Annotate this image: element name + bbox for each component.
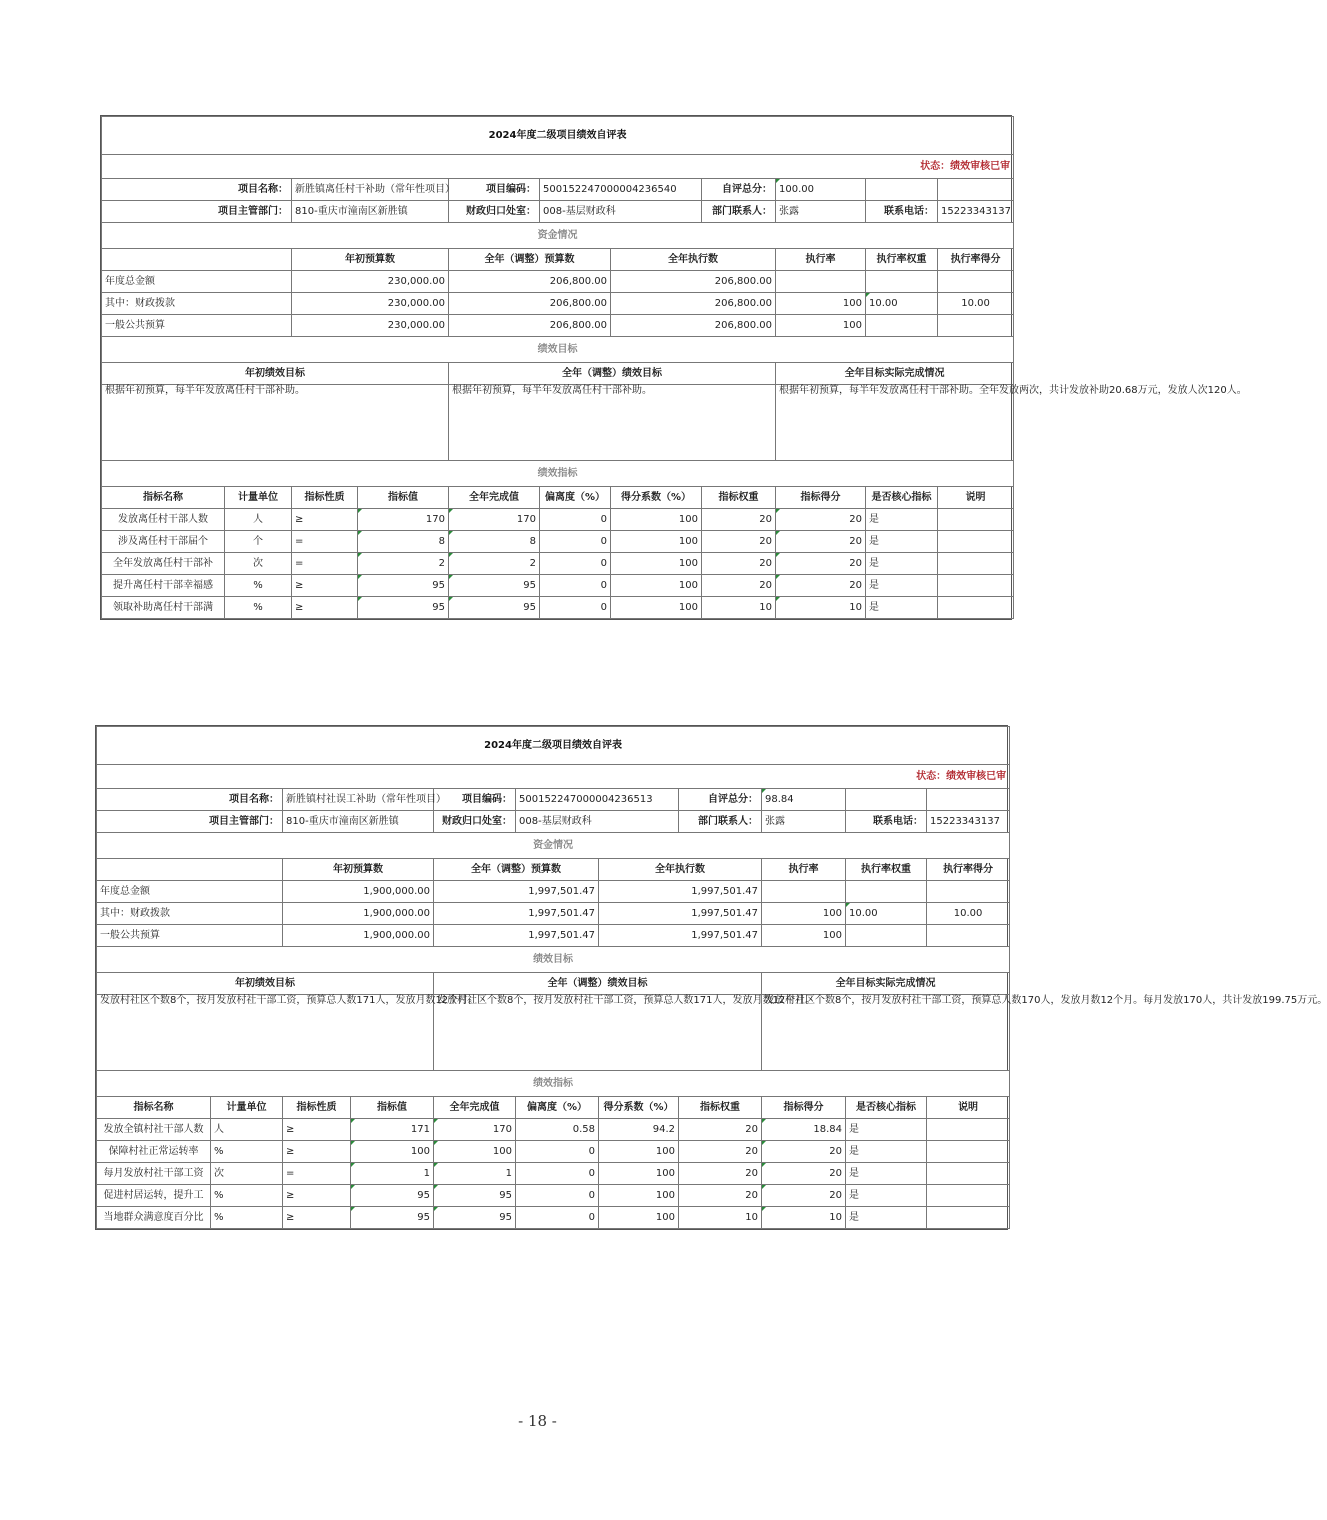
indicator-score: 18.84 [762, 1119, 846, 1141]
indicator-target: 1 [351, 1163, 434, 1185]
indicator-row [102, 575, 1014, 597]
indicator-unit: 人 [225, 509, 292, 531]
indicator-target: 8 [358, 531, 449, 553]
indicator-score: 10 [762, 1207, 846, 1229]
goal-initial: 根据年初预算，每半年发放离任村干部补助。 [102, 385, 449, 461]
fund-rate: 100 [762, 903, 846, 925]
indicator-deviation: 0 [540, 509, 611, 531]
indicator-actual: 95 [434, 1185, 516, 1207]
indicator-header: 指标得分 [776, 487, 866, 509]
phone-value: 15223343137 [927, 811, 1010, 833]
empty-cell [97, 859, 283, 881]
indicator-weight: 20 [679, 1119, 762, 1141]
fund-rate: 100 [776, 315, 866, 337]
fund-row-label: 年度总金额 [102, 271, 292, 293]
indicator-name: 保障村社正常运转率 [97, 1141, 211, 1163]
indicator-name: 领取补助离任村干部满 [102, 597, 225, 619]
indicator-core: 是 [866, 553, 938, 575]
indicator-row [102, 531, 1014, 553]
indicator-name: 全年发放离任村干部补 [102, 553, 225, 575]
empty-cell [866, 179, 938, 201]
indicator-deviation: 0 [540, 553, 611, 575]
indicator-deviation: 0 [540, 575, 611, 597]
indicator-coefficient: 100 [599, 1185, 679, 1207]
indicator-name: 涉及离任村干部届个 [102, 531, 225, 553]
indicator-weight: 10 [679, 1207, 762, 1229]
empty-cell [846, 789, 927, 811]
fund-row [97, 925, 1010, 947]
self-score-label: 自评总分： [702, 179, 776, 201]
indicator-note [938, 509, 1014, 531]
audit-status: 状态：绩效审核已审 [97, 765, 1010, 789]
indicator-header: 指标值 [358, 487, 449, 509]
finance-office-label: 财政归口处室： [434, 811, 516, 833]
indicator-section-title: 绩效指标 [97, 1071, 1010, 1097]
goal-header: 全年（调整）绩效目标 [449, 363, 776, 385]
indicator-coefficient: 100 [599, 1141, 679, 1163]
dept-label: 项目主管部门： [102, 201, 292, 223]
contact-label: 部门联系人： [679, 811, 762, 833]
indicator-core: 是 [866, 509, 938, 531]
indicator-actual: 170 [434, 1119, 516, 1141]
indicator-coefficient: 100 [599, 1163, 679, 1185]
indicator-row [102, 509, 1014, 531]
goal-section-title: 绩效目标 [97, 947, 1010, 973]
indicator-target: 2 [358, 553, 449, 575]
empty-cell [927, 789, 1010, 811]
indicator-nature: ≥ [283, 1185, 351, 1207]
indicator-deviation: 0 [540, 597, 611, 619]
fund-rate [762, 881, 846, 903]
indicator-row [97, 1119, 1010, 1141]
indicator-row [97, 1185, 1010, 1207]
dept-label: 项目主管部门： [97, 811, 283, 833]
indicator-score: 20 [762, 1163, 846, 1185]
fund-weight [866, 315, 938, 337]
indicator-header: 指标性质 [283, 1097, 351, 1119]
indicator-score: 20 [762, 1185, 846, 1207]
project-name-value: 新胜镇离任村干补助（常年性项目） [292, 179, 449, 201]
audit-status: 状态：绩效审核已审 [102, 155, 1014, 179]
indicator-coefficient: 100 [599, 1207, 679, 1229]
indicator-score: 20 [776, 575, 866, 597]
indicator-header: 指标名称 [102, 487, 225, 509]
indicator-unit: % [225, 575, 292, 597]
project-code-label: 项目编码： [434, 789, 516, 811]
table-title: 2024年度二级项目绩效自评表 [102, 117, 1014, 155]
fund-row [102, 293, 1014, 315]
self-score-label: 自评总分： [679, 789, 762, 811]
indicator-row [102, 553, 1014, 575]
indicator-coefficient: 100 [611, 509, 702, 531]
self-eval-table-2 [95, 725, 1327, 1230]
indicator-actual: 170 [449, 509, 540, 531]
indicator-unit: 人 [211, 1119, 283, 1141]
phone-value: 15223343137 [938, 201, 1014, 223]
self-score-value: 100.00 [776, 179, 866, 201]
indicator-header: 是否核心指标 [866, 487, 938, 509]
goal-header: 年初绩效目标 [97, 973, 434, 995]
indicator-unit: 次 [225, 553, 292, 575]
finance-office-value: 008-基层财政科 [540, 201, 702, 223]
indicator-deviation: 0 [516, 1163, 599, 1185]
indicator-core: 是 [866, 531, 938, 553]
fund-row-label: 其中：财政拨款 [102, 293, 292, 315]
indicator-nature: ≥ [283, 1141, 351, 1163]
indicator-name: 发放离任村干部人数 [102, 509, 225, 531]
indicator-nature: ≥ [283, 1207, 351, 1229]
fund-row-label: 其中：财政拨款 [97, 903, 283, 925]
indicator-header: 说明 [938, 487, 1014, 509]
project-name-value: 新胜镇村社误工补助（常年性项目） [283, 789, 434, 811]
indicator-deviation: 0 [540, 531, 611, 553]
indicator-header: 偏离度（%） [540, 487, 611, 509]
indicator-unit: 次 [211, 1163, 283, 1185]
indicator-unit: % [211, 1207, 283, 1229]
goal-header: 全年（调整）绩效目标 [434, 973, 762, 995]
indicator-note [927, 1163, 1010, 1185]
indicator-nature: = [292, 531, 358, 553]
indicator-name: 当地群众满意度百分比 [97, 1207, 211, 1229]
indicator-note [927, 1141, 1010, 1163]
indicator-note [927, 1185, 1010, 1207]
goal-actual: 根据年初预算，每半年发放离任村干部补助。全年发放两次，共计发放补助20.68万元，发放人次120人。 [776, 385, 1014, 461]
indicator-nature: ≥ [292, 597, 358, 619]
project-code-value: 500152247000004236540 [540, 179, 702, 201]
fund-initial: 1,900,000.00 [283, 903, 434, 925]
contact-label: 部门联系人： [702, 201, 776, 223]
fund-executed: 1,997,501.47 [599, 881, 762, 903]
indicator-actual: 95 [434, 1207, 516, 1229]
indicator-header: 计量单位 [211, 1097, 283, 1119]
indicator-core: 是 [846, 1119, 927, 1141]
indicator-deviation: 0 [516, 1207, 599, 1229]
indicator-header: 说明 [927, 1097, 1010, 1119]
indicator-nature: = [292, 553, 358, 575]
indicator-deviation: 0 [516, 1185, 599, 1207]
indicator-section-title: 绩效指标 [102, 461, 1014, 487]
fund-row [102, 271, 1014, 293]
indicator-actual: 100 [434, 1141, 516, 1163]
indicator-core: 是 [846, 1163, 927, 1185]
indicator-core: 是 [846, 1207, 927, 1229]
indicator-target: 95 [358, 575, 449, 597]
fund-row-label: 年度总金额 [97, 881, 283, 903]
indicator-target: 95 [351, 1185, 434, 1207]
indicator-note [927, 1207, 1010, 1229]
fund-initial: 230,000.00 [292, 271, 449, 293]
indicator-actual: 1 [434, 1163, 516, 1185]
fund-adjusted: 206,800.00 [449, 271, 611, 293]
indicator-target: 170 [358, 509, 449, 531]
indicator-score: 10 [776, 597, 866, 619]
fund-weight: 10.00 [866, 293, 938, 315]
project-name-label: 项目名称： [102, 179, 292, 201]
fund-executed: 206,800.00 [611, 293, 776, 315]
dept-value: 810-重庆市潼南区新胜镇 [283, 811, 434, 833]
indicator-score: 20 [776, 531, 866, 553]
goal-header: 年初绩效目标 [102, 363, 449, 385]
indicator-coefficient: 100 [611, 553, 702, 575]
fund-executed: 206,800.00 [611, 271, 776, 293]
indicator-coefficient: 100 [611, 597, 702, 619]
indicator-header: 指标性质 [292, 487, 358, 509]
empty-cell [102, 249, 292, 271]
self-eval-table-1 [100, 115, 1247, 620]
fund-header: 执行率 [776, 249, 866, 271]
goal-header: 全年目标实际完成情况 [762, 973, 1010, 995]
indicator-unit: % [211, 1141, 283, 1163]
indicator-core: 是 [846, 1141, 927, 1163]
goal-initial: 发放村社区个数8个，按月发放村社干部工资，预算总人数171人，发放月数12个月。 [97, 995, 434, 1071]
fund-score: 10.00 [938, 293, 1014, 315]
fund-score [927, 881, 1010, 903]
indicator-deviation: 0 [516, 1141, 599, 1163]
indicator-actual: 8 [449, 531, 540, 553]
indicator-name: 发放全镇村社干部人数 [97, 1119, 211, 1141]
indicator-weight: 20 [702, 575, 776, 597]
project-name-label: 项目名称： [97, 789, 283, 811]
indicator-coefficient: 100 [611, 531, 702, 553]
indicator-weight: 20 [679, 1185, 762, 1207]
indicator-row [97, 1163, 1010, 1185]
fund-initial: 1,900,000.00 [283, 881, 434, 903]
fund-weight [846, 881, 927, 903]
finance-office-label: 财政归口处室： [449, 201, 540, 223]
fund-header: 执行率得分 [927, 859, 1010, 881]
project-code-label: 项目编码： [449, 179, 540, 201]
fund-weight: 10.00 [846, 903, 927, 925]
indicator-coefficient: 94.2 [599, 1119, 679, 1141]
indicator-score: 20 [776, 509, 866, 531]
fund-executed: 1,997,501.47 [599, 925, 762, 947]
fund-header: 全年执行数 [599, 859, 762, 881]
indicator-header: 指标值 [351, 1097, 434, 1119]
indicator-unit: % [225, 597, 292, 619]
dept-value: 810-重庆市潼南区新胜镇 [292, 201, 449, 223]
goal-header: 全年目标实际完成情况 [776, 363, 1014, 385]
fund-score [938, 315, 1014, 337]
fund-header: 执行率得分 [938, 249, 1014, 271]
fund-rate [776, 271, 866, 293]
indicator-nature: ≥ [292, 575, 358, 597]
indicator-header: 是否核心指标 [846, 1097, 927, 1119]
indicator-score: 20 [776, 553, 866, 575]
indicator-core: 是 [866, 597, 938, 619]
page-number: - 18 - [518, 1412, 557, 1430]
fund-header: 执行率 [762, 859, 846, 881]
phone-label: 联系电话： [866, 201, 938, 223]
fund-row [102, 315, 1014, 337]
fund-row-label: 一般公共预算 [102, 315, 292, 337]
fund-section-title: 资金情况 [102, 223, 1014, 249]
indicator-target: 171 [351, 1119, 434, 1141]
fund-rate: 100 [762, 925, 846, 947]
indicator-actual: 2 [449, 553, 540, 575]
indicator-header: 偏离度（%） [516, 1097, 599, 1119]
indicator-header: 指标得分 [762, 1097, 846, 1119]
fund-row [97, 903, 1010, 925]
indicator-note [938, 531, 1014, 553]
fund-score: 10.00 [927, 903, 1010, 925]
contact-value: 张露 [762, 811, 846, 833]
indicator-note [927, 1119, 1010, 1141]
fund-weight [846, 925, 927, 947]
indicator-header: 指标权重 [702, 487, 776, 509]
indicator-target: 95 [358, 597, 449, 619]
goal-actual: 发放村社区个数8个，按月发放村社干部工资，预算总人数170人，发放月数12个月。每月发放170人，共计发放199.75万元。 [762, 995, 1010, 1071]
indicator-name: 促进村居运转，提升工 [97, 1185, 211, 1207]
fund-initial: 230,000.00 [292, 293, 449, 315]
indicator-header: 指标权重 [679, 1097, 762, 1119]
fund-adjusted: 1,997,501.47 [434, 925, 599, 947]
phone-label: 联系电话： [846, 811, 927, 833]
fund-header: 全年（调整）预算数 [449, 249, 611, 271]
indicator-nature: ≥ [283, 1119, 351, 1141]
goal-adjusted: 发放村社区个数8个，按月发放村社干部工资，预算总人数171人，发放月数12个月。 [434, 995, 762, 1071]
indicator-weight: 20 [702, 509, 776, 531]
fund-header: 执行率权重 [866, 249, 938, 271]
indicator-header: 得分系数（%） [611, 487, 702, 509]
indicator-deviation: 0.58 [516, 1119, 599, 1141]
indicator-target: 95 [351, 1207, 434, 1229]
fund-header: 年初预算数 [292, 249, 449, 271]
contact-value: 张露 [776, 201, 866, 223]
fund-header: 执行率权重 [846, 859, 927, 881]
indicator-header: 指标名称 [97, 1097, 211, 1119]
fund-weight [866, 271, 938, 293]
fund-executed: 206,800.00 [611, 315, 776, 337]
indicator-row [97, 1141, 1010, 1163]
indicator-weight: 10 [702, 597, 776, 619]
indicator-header: 全年完成值 [449, 487, 540, 509]
indicator-nature: ≥ [292, 509, 358, 531]
indicator-row [102, 597, 1014, 619]
indicator-nature: = [283, 1163, 351, 1185]
self-score-value: 98.84 [762, 789, 846, 811]
fund-rate: 100 [776, 293, 866, 315]
fund-adjusted: 206,800.00 [449, 315, 611, 337]
indicator-note [938, 597, 1014, 619]
project-code-value: 500152247000004236513 [516, 789, 679, 811]
fund-adjusted: 1,997,501.47 [434, 903, 599, 925]
goal-adjusted: 根据年初预算，每半年发放离任村干部补助。 [449, 385, 776, 461]
fund-executed: 1,997,501.47 [599, 903, 762, 925]
fund-header: 年初预算数 [283, 859, 434, 881]
indicator-core: 是 [866, 575, 938, 597]
indicator-header: 计量单位 [225, 487, 292, 509]
indicator-note [938, 575, 1014, 597]
indicator-name: 提升离任村干部幸福感 [102, 575, 225, 597]
indicator-row [97, 1207, 1010, 1229]
fund-adjusted: 206,800.00 [449, 293, 611, 315]
indicator-unit: % [211, 1185, 283, 1207]
indicator-score: 20 [762, 1141, 846, 1163]
indicator-actual: 95 [449, 575, 540, 597]
indicator-note [938, 553, 1014, 575]
indicator-name: 每月发放村社干部工资 [97, 1163, 211, 1185]
indicator-actual: 95 [449, 597, 540, 619]
fund-row [97, 881, 1010, 903]
fund-score [938, 271, 1014, 293]
indicator-weight: 20 [679, 1163, 762, 1185]
fund-header: 全年（调整）预算数 [434, 859, 599, 881]
goal-section-title: 绩效目标 [102, 337, 1014, 363]
indicator-weight: 20 [679, 1141, 762, 1163]
indicator-weight: 20 [702, 553, 776, 575]
indicator-header: 得分系数（%） [599, 1097, 679, 1119]
indicator-target: 100 [351, 1141, 434, 1163]
fund-score [927, 925, 1010, 947]
indicator-core: 是 [846, 1185, 927, 1207]
fund-adjusted: 1,997,501.47 [434, 881, 599, 903]
indicator-coefficient: 100 [611, 575, 702, 597]
empty-cell [938, 179, 1014, 201]
fund-initial: 230,000.00 [292, 315, 449, 337]
fund-header: 全年执行数 [611, 249, 776, 271]
indicator-unit: 个 [225, 531, 292, 553]
fund-initial: 1,900,000.00 [283, 925, 434, 947]
indicator-weight: 20 [702, 531, 776, 553]
finance-office-value: 008-基层财政科 [516, 811, 679, 833]
fund-section-title: 资金情况 [97, 833, 1010, 859]
indicator-header: 全年完成值 [434, 1097, 516, 1119]
table-title: 2024年度二级项目绩效自评表 [97, 727, 1010, 765]
fund-row-label: 一般公共预算 [97, 925, 283, 947]
